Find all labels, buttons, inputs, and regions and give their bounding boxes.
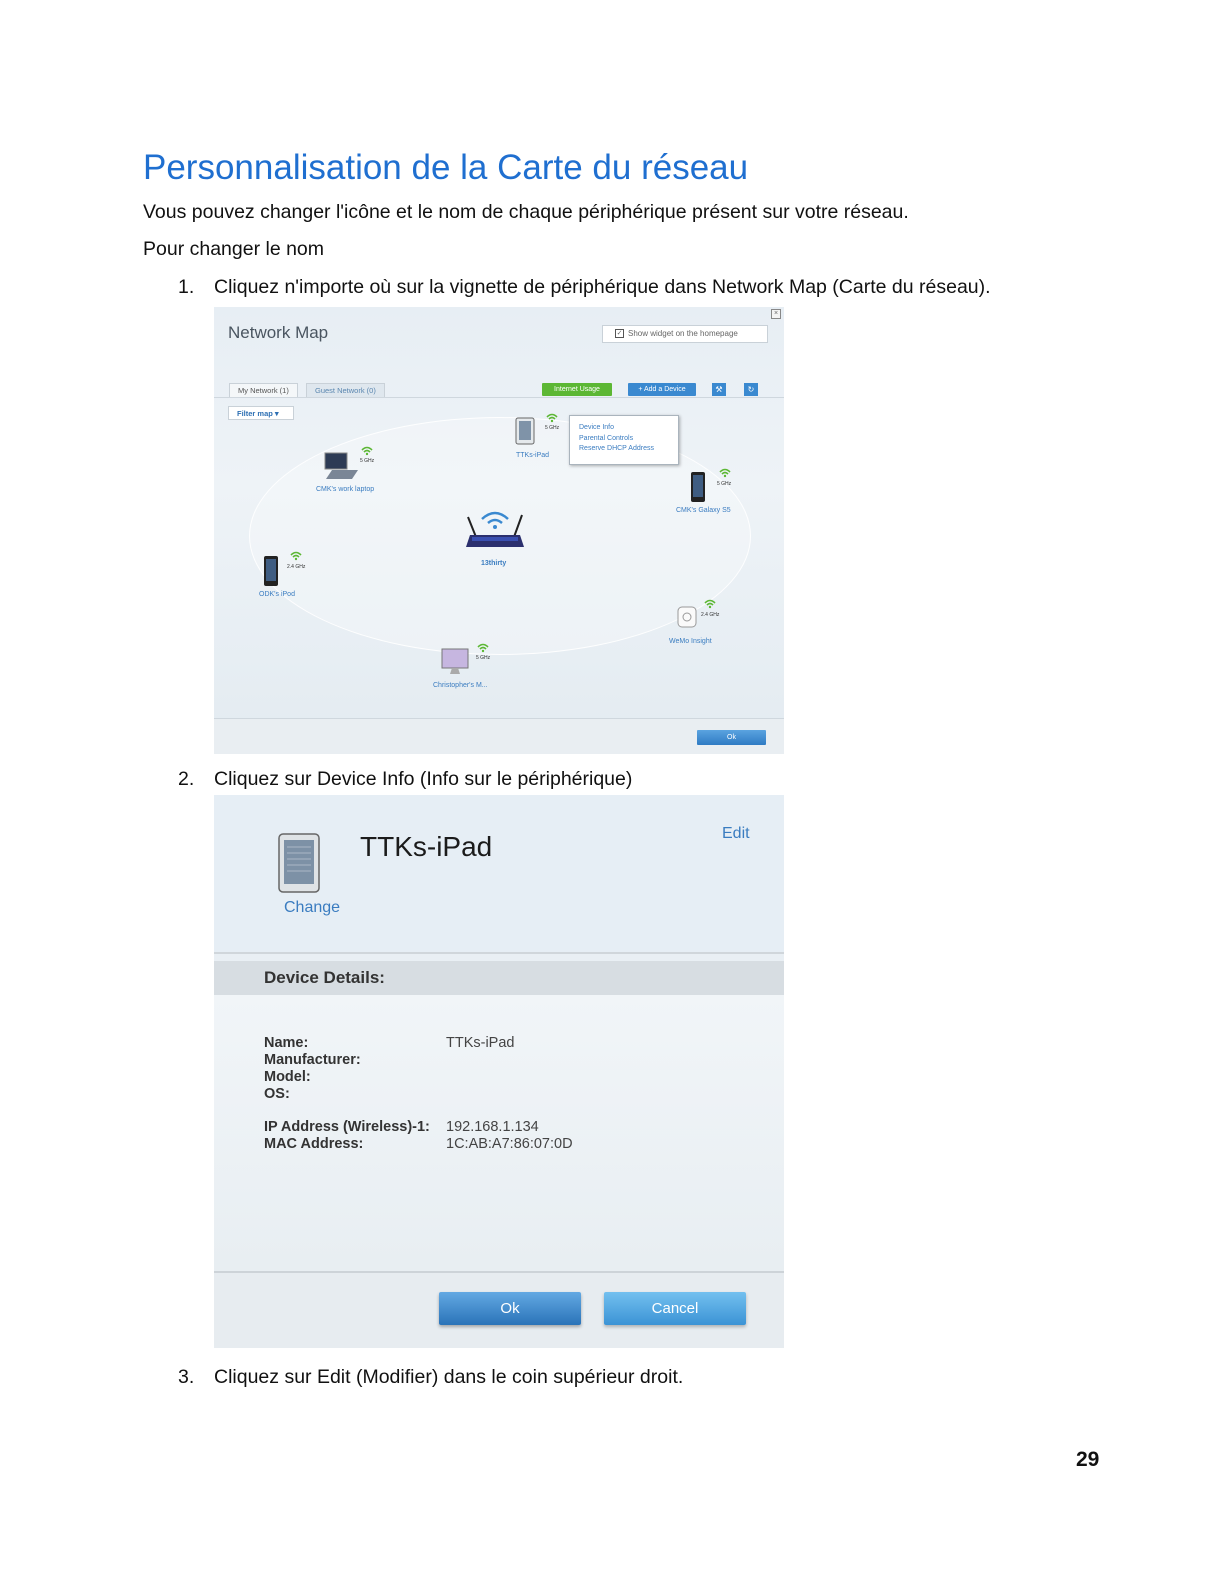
filter-map-label: Filter map	[237, 409, 273, 418]
subheading: Pour changer le nom	[143, 238, 325, 260]
wifi-icon	[546, 413, 558, 423]
menu-item-device-info[interactable]: Device Info	[579, 424, 615, 431]
menu-item-parental-controls[interactable]: Parental Controls	[579, 434, 634, 442]
device-freq: 5 GHz	[545, 425, 560, 431]
cancel-button[interactable]: Cancel	[604, 1292, 746, 1325]
device-label: TTKs-iPad	[516, 452, 550, 459]
manufacturer-label: Manufacturer:	[264, 1052, 361, 1068]
wifi-icon	[477, 643, 489, 653]
step-text: Cliquez sur Device Info (Info sur le périphérique)	[214, 768, 633, 790]
step-text: Cliquez sur Edit (Modifier) dans le coin supérieur droit.	[214, 1366, 684, 1388]
device-label: WeMo Insight	[669, 638, 712, 645]
add-device-button[interactable]: + Add a Device	[628, 383, 696, 396]
device-name-title: TTKs-iPad	[360, 831, 493, 862]
device-info-screenshot	[214, 795, 784, 1348]
step-number: 2.	[178, 768, 195, 790]
tab-my-network[interactable]: My Network (1)	[229, 383, 298, 397]
desktop-icon[interactable]	[440, 647, 470, 677]
page-number: 29	[1076, 1448, 1100, 1471]
name-value: TTKs-iPad	[446, 1035, 515, 1051]
mac-label: MAC Address:	[264, 1136, 364, 1152]
step-3	[178, 1366, 683, 1389]
intro-text: Vous pouvez changer l'icône et le nom de chaque périphérique présent sur votre réseau.	[143, 201, 909, 223]
device-label: ODK's iPod	[259, 591, 295, 598]
laptop-icon[interactable]	[322, 451, 358, 481]
checkbox-icon: ✓	[616, 330, 623, 338]
show-widget-label: Show widget on the homepage	[628, 329, 738, 338]
device-label: Christopher's M...	[433, 682, 488, 689]
device-freq: 2.4 GHz	[701, 612, 720, 618]
device-freq: 5 GHz	[476, 655, 491, 661]
name-label: Name:	[264, 1035, 309, 1051]
ip-value: 192.168.1.134	[446, 1119, 539, 1135]
wifi-icon	[361, 446, 373, 456]
show-widget-checkbox[interactable]	[602, 325, 768, 343]
network-map-screenshot	[214, 307, 784, 754]
wifi-icon	[290, 551, 302, 561]
change-icon-link[interactable]: Change	[284, 899, 341, 916]
device-freq: 2.4 GHz	[287, 564, 306, 570]
device-popup-menu	[569, 415, 679, 465]
phone-icon[interactable]	[690, 471, 706, 503]
wifi-icon	[704, 599, 716, 609]
tablet-icon[interactable]	[276, 831, 324, 895]
os-label: OS:	[264, 1086, 290, 1102]
device-freq: 5 GHz	[360, 458, 375, 464]
network-map-title: Network Map	[228, 323, 329, 342]
section-title: Device Details:	[264, 968, 385, 987]
phone-icon[interactable]	[263, 555, 279, 587]
internet-usage-button[interactable]	[542, 383, 612, 396]
edit-link[interactable]: Edit	[722, 825, 750, 842]
step-1	[178, 276, 991, 299]
device-freq: 5 GHz	[717, 481, 732, 487]
step-number: 3.	[178, 1366, 195, 1388]
model-label: Model:	[264, 1069, 311, 1085]
device-label: CMK's work laptop	[316, 486, 375, 493]
internet-usage-label: Internet Usage	[554, 386, 600, 393]
ip-label: IP Address (Wireless)-1:	[264, 1119, 430, 1135]
page-title: Personnalisation de la Carte du réseau	[143, 148, 749, 187]
ok-button[interactable]: Ok	[439, 1292, 581, 1325]
wifi-icon	[719, 468, 731, 478]
tab-guest-network[interactable]: Guest Network (0)	[306, 383, 385, 397]
router-label: 13thirty	[481, 560, 507, 567]
menu-item-reserve-dhcp[interactable]: Reserve DHCP Address	[579, 445, 654, 452]
step-text: Cliquez n'importe où sur la vignette de périphérique dans Network Map (Carte du réseau).	[214, 276, 991, 298]
tabs-bar	[214, 380, 784, 398]
tools-icon[interactable]: ⚒	[712, 383, 726, 396]
close-icon[interactable]: ×	[771, 309, 781, 319]
tablet-icon[interactable]	[515, 417, 535, 445]
smart-plug-icon[interactable]	[676, 605, 698, 629]
step-2	[178, 768, 632, 791]
filter-map-dropdown[interactable]: Filter map ▾	[228, 406, 294, 420]
add-device-label: Add a Device	[644, 386, 686, 393]
refresh-icon[interactable]: ↻	[744, 383, 758, 396]
router-icon[interactable]	[462, 497, 528, 553]
mac-value: 1C:AB:A7:86:07:0D	[446, 1136, 573, 1152]
ok-button[interactable]: Ok	[697, 730, 766, 745]
step-number: 1.	[178, 276, 195, 298]
device-label: CMK's Galaxy S5	[676, 507, 731, 514]
